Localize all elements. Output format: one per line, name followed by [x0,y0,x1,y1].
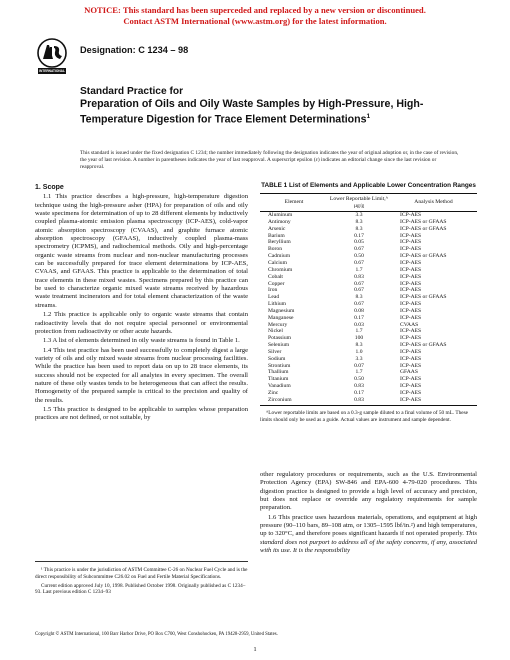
method-cell: ICP-AES [400,314,422,321]
title-main [80,98,440,126]
astm-logo [35,37,69,75]
element-cell: Barium [268,232,285,239]
element-cell: Mercury [268,321,288,328]
element-cell: Titanium [268,376,289,383]
method-cell: ICP-AES [400,307,422,314]
method-cell: ICP-AES [400,348,422,355]
method-cell: ICP-AES or GFAAS [400,225,447,232]
table-row [260,246,477,253]
limit-cell: 1.7 [355,266,363,273]
element-cell: Strontium [268,362,291,369]
table-row [260,342,477,349]
logo-lettering: INTERNATIONAL [39,68,65,73]
title-text: Preparation of Oils and Oily Waste Samples by High-Pressure, High-Temperature Digestion for Trace Element Determinations [80,98,424,126]
table-row [260,363,477,370]
table-row [260,315,477,322]
element-cell: Vanadium [268,383,291,390]
paragraph-1-5-continued: other regulatory procedures or requirements, such as the U.S. Environmental Protection Agency (EPA) SW-846 and EPA-600 4-79-020 procedures. This digestion practice is designed to provide a high level of accuracy and precision, but does not replace or override any regulatory requirements for sample preparation. [260,471,477,512]
paragraph-1-5: 1.5 This practice is designed to be applicable to samples whose preparation practices are not defined, or not suitable, by [35,405,248,422]
method-cell: ICP-AES [400,246,422,253]
table-row [260,274,477,281]
limit-cell: 8.3 [355,342,363,349]
section-heading-scope: 1. Scope [35,184,64,191]
paragraph-1-6 [260,514,477,556]
method-cell: ICP-AES [400,259,422,266]
limit-cell: 1.7 [355,328,363,335]
elements-table [260,193,477,406]
table-row [260,390,477,397]
table-row [260,369,477,376]
element-cell: Aluminum [268,212,293,219]
header-method: Analysis Method [390,194,477,212]
table-row [260,321,477,328]
limit-cell: 0.08 [354,307,364,314]
method-cell: ICP-AES or GFAAS [400,294,447,301]
element-cell: Manganese [268,314,294,321]
table-row [260,219,477,226]
limit-cell: 1.7 [355,369,363,376]
element-cell: Copper [268,280,285,287]
footnotes [35,561,248,598]
table-1 [260,182,477,424]
standard-issuance-note: This standard is issued under the fixed designation C 1234; the number immediately following the designation indicates the year of original adoption or, in the case of revision, the year of last revision. A number in parentheses indicates the year of last reapproval. A superscript epsilon (ε) indicates an editorial change since the last revision or reapproval. [80,150,459,170]
element-cell: Potassium [268,335,292,342]
table-caption: TABLE 1 List of Elements and Applicable Lower Concentration Ranges [261,182,476,189]
limit-cell: 0.67 [354,301,364,308]
element-cell: Cadmium [268,253,291,260]
method-cell: ICP-AES [400,362,422,369]
table-row [260,287,477,294]
limit-cell: 0.17 [354,314,364,321]
element-cell: Lead [268,294,280,301]
element-cell: Nickel [268,328,283,335]
method-cell: ICP-AES [400,266,422,273]
table-row [260,226,477,233]
element-cell: Silver [268,348,282,355]
limit-cell: 0.67 [354,259,364,266]
header-limit: Lower Reportable Limit,ᴬ µg/g [328,194,390,212]
table-row [260,267,477,274]
element-cell: Lithium [268,301,287,308]
element-cell: Selenium [268,342,290,349]
method-cell: ICP-AES [400,376,422,383]
element-cell: Boron [268,246,282,253]
table-row [260,212,477,219]
table-row [260,383,477,390]
paragraph-1-6-italic: This standard does not purport to address all of the safety concerns, if any, associated with its use. It is the responsibility [260,530,477,555]
method-cell: ICP-AES or GFAAS [400,218,447,225]
method-cell: ICP-AES or GFAAS [400,342,447,349]
table-row [260,232,477,239]
supersession-notice [0,5,510,27]
limit-cell: 0.17 [354,232,364,239]
method-cell: ICP-AES [400,239,422,246]
notice-line-2: Contact ASTM International (www.astm.org) for the latest information. [123,16,387,26]
table-row [260,260,477,267]
table-header-row [260,194,477,212]
method-cell: ICP-AES [390,397,477,406]
left-column [35,184,248,424]
limit-cell: 8.3 [355,294,363,301]
table-row [260,301,477,308]
title-footnote-ref: 1 [366,112,371,120]
limit-cell: 100 [354,335,364,342]
element-cell: Arsenic [268,225,286,232]
limit-cell: 0.50 [354,253,364,260]
table-row [260,335,477,342]
limit-cell: 0.07 [354,362,364,369]
method-cell: ICP-AES [400,232,422,239]
limit-cell: 0.83 [354,273,364,280]
method-cell: ICP-AES [400,273,422,280]
table-footnote: ᴬLower reportable limits are based on a 0.3-g sample diluted to a final volume of 50 mL. These limits should only be used as a guide. Actual values are instrument and sample dependent. [260,410,469,423]
table-row [260,328,477,335]
element-cell: Thallium [268,369,289,376]
limit-cell: 0.83 [328,397,390,406]
limit-cell: 3.3 [355,355,363,362]
limit-cell: 0.17 [354,390,364,396]
element-cell: Zirconium [260,397,328,406]
limit-cell: 3.3 [355,212,363,219]
table-row [260,308,477,315]
table-row [260,239,477,246]
limit-cell: 0.83 [354,383,364,390]
table-row [260,356,477,363]
paragraph-1-2: 1.2 This practice is applicable only to organic waste streams that contain radioactivity levels that do not require special personnel or environmental protection from radioactivity or other acute hazards. [35,311,248,335]
paragraph-1-6-text: 1.6 This practice uses hazardous materials, operations, and equipment at high pressure (90–110 bars, 89–108 atm, or 1305–1595 lbf/in.²) and high temperatures, up to 320°C, and therefore poses significant hazards if not operated properly. [260,513,477,538]
method-cell: ICP-AES [400,287,422,294]
footnote-edition: Current edition approved July 10, 1998. Published October 1998. Originally published as C 1234–93. Last previous edition C 1234–93 [35,582,246,596]
table-row [260,280,477,287]
right-column [260,471,477,556]
paragraph-1-4: 1.4 This test practice has been used successfully to completely digest a large variety of oils and oily mixed waste streams from nuclear processing facilities. While the practice has been used to report data on up to 28 trace elements, its success should not be expected for all analytes in every specimen. The overall nature of these oily wastes tends to be heterogeneous that can affect the results. Homogeneity of the prepared sample is critical to the precision and quality of the results. [35,346,248,404]
method-cell: ICP-AES [400,390,422,396]
method-cell: ICP-AES [400,301,422,308]
method-cell: ICP-AES or GFAAS [400,253,447,260]
table-row [260,294,477,301]
paragraph-1-1: 1.1 This practice describes a high-pressure, high-temperature digestion technique using the high-pressure asher (HPA) for preparation of oils and oily waste specimens for determination of up to 28 different elements by inductively coupled plasma-atomic emission plasma spectroscopy (ICP-AES), cold-vapor atomic absorption spectroscopy (CVAAS), and graphite furnace atomic absorption spectroscopy (GFAAS), inductively coupled plasma-mass spectrometry (ICPMS), and radiochemical methods. Oily and high-percentage organic waste streams from nuclear and non-nuclear manufacturing processes can be successfully prepared for trace element determinations by ICP-AES, CVAAS, and GFAAS. This practice is applicable to the determination of total trace elements in these mixed wastes. Specimens prepared by this practice can be used to characterize organic mixed waste streams received by hazardous waste treatment incinerators and for total element characterization of the waste streams. [35,193,248,309]
element-cell: Beryllium [268,239,291,246]
method-cell: ICP-AES [400,383,422,390]
method-cell: GFAAS [400,369,418,376]
paragraph-1-3: 1.3 A list of elements determined in oily waste streams is found in Table 1. [43,337,240,345]
table-row [260,397,477,406]
limit-cell: 0.67 [354,287,364,294]
element-cell: Magnesium [268,307,295,314]
table-row [260,253,477,260]
copyright-line: Copyright © ASTM International, 100 Barr Harbor Drive, PO Box C700, West Conshohocken, PA 19428-2959, United States. [35,632,278,637]
table-row [260,349,477,356]
element-cell: Sodium [268,355,286,362]
method-cell: ICP-AES [400,280,422,287]
limit-cell: 0.50 [354,376,364,383]
method-cell: CVAAS [400,321,419,328]
element-cell: Cobalt [268,273,283,280]
method-cell: ICP-AES [400,335,422,342]
table-row [260,376,477,383]
document-title [80,85,440,126]
element-cell: Chromium [268,266,293,273]
method-cell: ICP-AES [400,355,422,362]
limit-cell: 0.05 [354,239,364,246]
limit-cell: 0.67 [354,280,364,287]
element-cell: Calcium [268,259,287,266]
footnote-1: ¹ This practice is under the jurisdiction of ASTM Committee C-26 on Nuclear Fuel Cycle and is the direct responsibility of Subcommittee C26.02 on Fuel and Fertile Material Specifications. [35,567,248,580]
limit-cell: 0.03 [354,321,364,328]
designation: Designation: C 1234 – 98 [80,45,189,55]
limit-cell: 1.0 [355,348,363,355]
method-cell: ICP-AES [400,328,422,335]
method-cell: ICP-AES [400,212,422,219]
limit-cell: 8.3 [355,225,363,232]
limit-cell: 8.3 [355,218,363,225]
header-element: Element [260,194,328,212]
element-cell: Antimony [268,218,291,225]
limit-cell: 0.67 [354,246,364,253]
title-prefix: Standard Practice for [80,86,184,97]
notice-line-1: NOTICE: This standard has been superceded and replaced by a new version or discontinued. [84,5,426,15]
element-cell: Zinc [268,390,279,396]
element-cell: Iron [268,287,278,294]
page-number: 1 [253,646,257,653]
